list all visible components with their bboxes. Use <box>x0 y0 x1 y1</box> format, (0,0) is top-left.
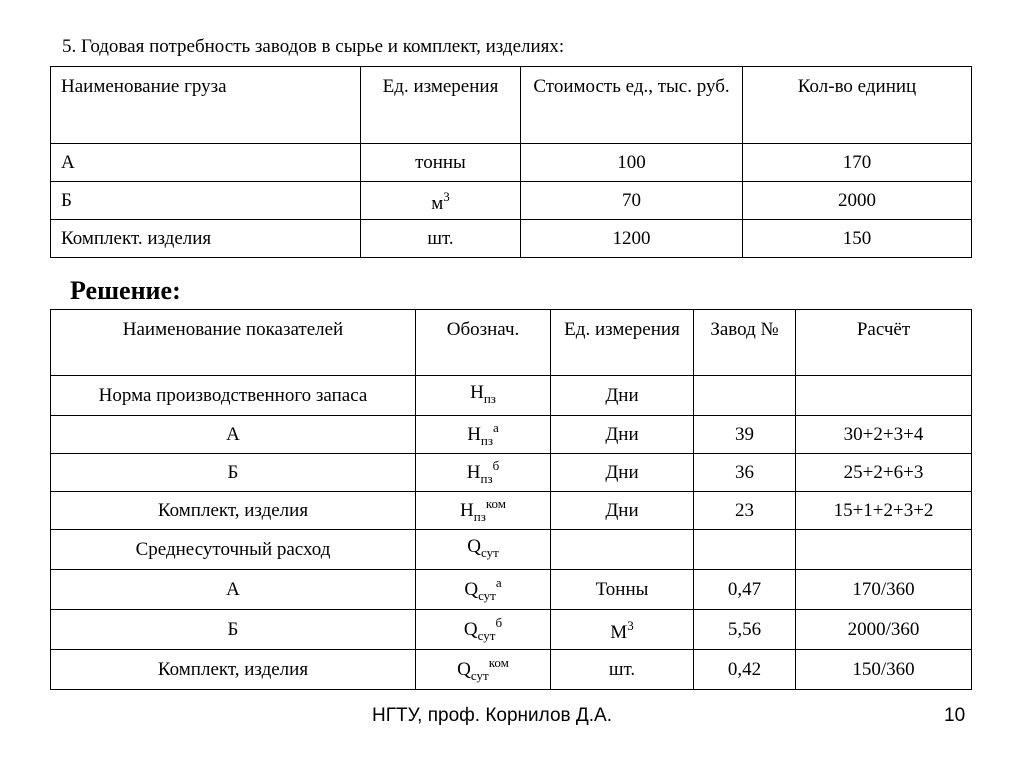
t2-row-unit <box>551 610 694 650</box>
t1-row-name: Комплект. изделия <box>51 220 361 257</box>
t2-row-symbol <box>416 454 551 492</box>
t2-row-plant-value: 36 <box>694 454 796 492</box>
unit-text: М <box>610 622 628 643</box>
symbol-superscript: ком <box>488 655 509 670</box>
t1-row-unit: тонны <box>361 144 521 182</box>
symbol-base: Н <box>467 424 481 445</box>
t2-row-name: А <box>51 416 416 454</box>
symbol-superscript: а <box>493 420 499 435</box>
t2-row-name: Норма производственного запаса <box>51 376 416 416</box>
symbol-base: Н <box>460 500 474 521</box>
t1-row-qty: 170 <box>743 144 971 182</box>
section-caption: 5. Годовая потребность заводов в сырье и комплект, изделиях: <box>62 36 565 57</box>
symbol-base: Н <box>466 462 481 483</box>
symbol-subscript: пз <box>480 433 494 448</box>
symbol-base: Q <box>467 535 481 557</box>
t1-row-cost: 100 <box>521 144 743 182</box>
t1-header-qty: Кол-во единиц <box>743 67 971 144</box>
t2-row-symbol <box>416 376 551 416</box>
t2-row-calc <box>796 376 971 416</box>
t2-header-name: Наименование показателей <box>51 310 416 376</box>
t2-header-unit: Ед. измерения <box>551 310 694 376</box>
t1-row-qty: 2000 <box>743 182 971 220</box>
t2-row-name: А <box>51 570 416 610</box>
t1-row-qty: 150 <box>842 227 872 249</box>
symbol-superscript: а <box>495 575 502 590</box>
t2-row-calc: 2000/360 <box>796 610 971 650</box>
t2-row-symbol <box>416 570 551 610</box>
t2-row-name: Б <box>51 610 416 650</box>
symbol-base: Q <box>463 619 478 640</box>
symbol-subscript: сут <box>478 588 496 603</box>
t2-row-calc: 150/360 <box>852 658 915 680</box>
unit-exponent: 3 <box>627 618 634 633</box>
solution-table <box>50 309 972 690</box>
symbol-superscript: б <box>492 458 500 473</box>
t2-row-unit: Дни <box>551 492 694 530</box>
demand-table <box>50 66 972 258</box>
t1-row-name: А <box>51 144 361 182</box>
page-number: 10 <box>944 705 966 726</box>
t2-row-calc: 15+1+2+3+2 <box>796 492 971 530</box>
t1-row-cost: 70 <box>521 182 743 220</box>
symbol-subscript: сут <box>480 544 499 560</box>
symbol-subscript: пз <box>480 471 493 486</box>
t2-row-symbol <box>416 650 551 689</box>
symbol-subscript: пз <box>473 509 486 524</box>
t2-row-plant-value: 23 <box>694 492 796 530</box>
t2-row-name: Среднесуточный расход <box>51 530 416 570</box>
symbol-subscript: сут <box>470 668 489 683</box>
t2-row-plant-value <box>694 376 796 416</box>
t1-row-unit <box>361 182 521 220</box>
t2-row-unit: Дни <box>551 454 694 492</box>
t1-row-name: Б <box>51 182 361 220</box>
t2-header-symbol: Обознач. <box>416 310 551 376</box>
t1-row-unit: шт. <box>361 220 521 257</box>
t2-row-symbol <box>416 416 551 454</box>
t1-header-name: Наименование груза <box>51 67 361 144</box>
symbol-base: Н <box>470 381 484 403</box>
t2-row-calc: 25+2+6+3 <box>796 454 971 492</box>
t2-row-plant-value: 5,56 <box>694 610 796 650</box>
t2-header-calc: Расчёт <box>796 310 971 376</box>
t2-row-name: Комплект, изделия <box>51 492 416 530</box>
t1-header-cost: Стоимость ед., тыс. руб. <box>521 67 743 144</box>
t1-row-cost: 1200 <box>521 220 743 257</box>
t2-row-plant-value: 0,42 <box>694 650 796 689</box>
t2-row-calc <box>796 530 971 570</box>
t2-row-symbol <box>416 492 551 530</box>
t1-header-unit: Ед. измерения <box>361 67 521 144</box>
t2-row-plant-value <box>694 530 796 570</box>
symbol-base: Q <box>464 579 479 600</box>
t2-row-symbol <box>416 610 551 650</box>
t2-row-symbol <box>416 530 551 570</box>
symbol-base: Q <box>457 659 471 680</box>
t2-row-plant-value: 39 <box>694 416 796 454</box>
t2-row-name: Б <box>51 454 416 492</box>
t2-row-unit: шт. <box>551 650 694 689</box>
unit-exponent: 3 <box>443 189 450 204</box>
solution-heading: Решение: <box>70 276 181 305</box>
symbol-superscript: ком <box>485 496 506 511</box>
symbol-subscript: сут <box>477 628 496 643</box>
t2-header-plant: Завод № <box>694 310 796 376</box>
t2-row-unit <box>551 530 694 570</box>
unit-text: м <box>431 193 444 214</box>
t2-row-unit: Дни <box>551 416 694 454</box>
t2-row-calc: 30+2+3+4 <box>796 416 971 454</box>
t2-row-name: Комплект, изделия <box>51 650 416 689</box>
footer-author: НГТУ, проф. Корнилов Д.А. <box>372 705 612 726</box>
t2-row-plant-value: 0,47 <box>694 570 796 610</box>
t2-row-calc: 170/360 <box>796 570 971 610</box>
symbol-subscript: пз <box>483 390 496 406</box>
t2-row-unit: Тонны <box>551 570 694 610</box>
t2-row-unit: Дни <box>551 376 694 416</box>
symbol-superscript: б <box>495 615 503 630</box>
